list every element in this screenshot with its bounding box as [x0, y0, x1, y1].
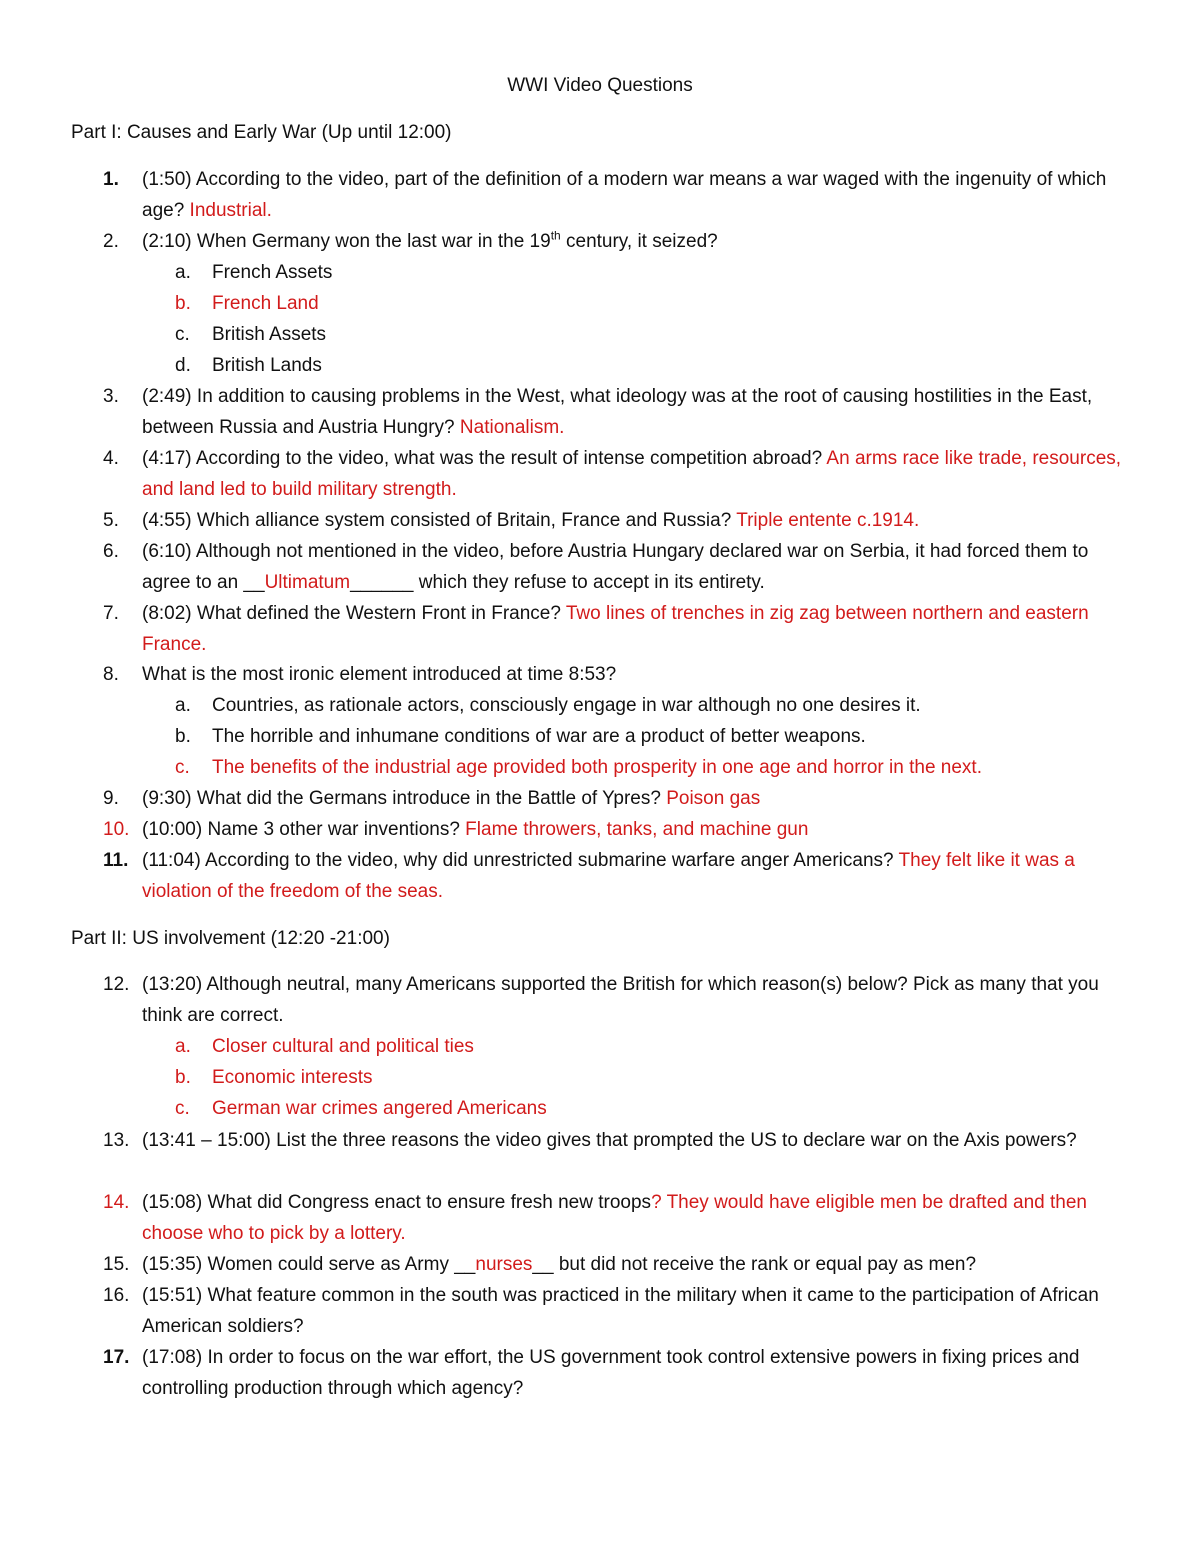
- option-letter: b.: [175, 1067, 191, 1088]
- option-text: The benefits of the industrial age provided both prosperity in one age and horror in the next.: [212, 757, 982, 778]
- question-number: 9.: [103, 788, 119, 809]
- question-number: 5.: [103, 510, 119, 531]
- question-number: 2.: [103, 231, 119, 252]
- answer-text: ? They would have eligible men be drafted and then choose who to pick by a lottery.: [142, 1192, 1087, 1244]
- question-text: What is the most ironic element introduced at time 8:53?: [142, 664, 617, 685]
- option-text: French Land: [212, 293, 319, 314]
- question-text: (11:04) According to the video, why did unrestricted submarine warfare anger Americans?: [142, 850, 899, 871]
- question-11: [103, 845, 1133, 907]
- question-number: 13.: [103, 1130, 130, 1151]
- question-text: (4:17) According to the video, what was the result of intense competition abroad?: [142, 448, 827, 469]
- question-number: 14.: [103, 1192, 130, 1213]
- question-7: [103, 598, 1133, 660]
- question-text: (10:00) Name 3 other war inventions?: [142, 819, 466, 840]
- blank-line: ______: [350, 572, 414, 593]
- part-1-heading: Part I: Causes and Early War (Up until 12:00): [71, 122, 452, 143]
- question-number: 3.: [103, 386, 119, 407]
- question-number: 17.: [103, 1347, 130, 1368]
- question-3: [103, 381, 1133, 443]
- question-12: [103, 969, 1133, 1031]
- answer-text: Two lines of trenches in zig zag between northern and eastern France.: [142, 603, 1089, 655]
- blank-line: __: [532, 1254, 554, 1275]
- option-item: [175, 319, 1135, 350]
- question-8: [103, 659, 1133, 690]
- answer-text: Industrial.: [189, 200, 272, 221]
- option-text: Economic interests: [212, 1067, 373, 1088]
- question-number: 12.: [103, 974, 130, 995]
- question-number: 6.: [103, 541, 119, 562]
- option-item: [175, 350, 1135, 381]
- question-5: [103, 505, 1133, 536]
- answer-text: An arms race like trade, resources, and land led to build military strength.: [142, 448, 1122, 500]
- option-item: [175, 690, 1135, 721]
- question-14: [103, 1187, 1133, 1249]
- question-text: (6:10) Although not mentioned in the video, before Austria Hungary declared war on Serbia, it had forced them to agree to an: [142, 541, 1089, 593]
- option-item: [175, 288, 1135, 319]
- question-text: (1:50) According to the video, part of the definition of a modern war means a war waged with the ingenuity of which age?: [142, 169, 1107, 221]
- question-text-end: which they refuse to accept in its entirety.: [413, 572, 765, 593]
- question-text: (2:49) In addition to causing problems in the West, what ideology was at the root of causing hostilities in the East, between Russia and Austria Hungry?: [142, 386, 1093, 438]
- question-number: 11.: [103, 850, 129, 871]
- question-1: [103, 164, 1133, 226]
- option-letter: d.: [175, 355, 191, 376]
- question-10: [103, 814, 1133, 845]
- question-text: (15:51) What feature common in the south was practiced in the military when it came to the participation of African American soldiers?: [142, 1285, 1099, 1337]
- question-15: [103, 1249, 1133, 1280]
- option-text: Countries, as rationale actors, consciously engage in war although no one desires it.: [212, 695, 921, 716]
- answer-text: Poison gas: [666, 788, 761, 809]
- question-text-end: but did not receive the rank or equal pay as men?: [553, 1254, 977, 1275]
- question-number: 8.: [103, 664, 119, 685]
- superscript: th: [550, 228, 561, 243]
- answer-text: Triple entente c.1914.: [736, 510, 920, 531]
- option-text: French Assets: [212, 262, 333, 283]
- question-6: [103, 536, 1133, 598]
- option-text: The horrible and inhumane conditions of war are a product of better weapons.: [212, 726, 866, 747]
- question-17: [103, 1342, 1133, 1404]
- question-text: (4:55) Which alliance system consisted of Britain, France and Russia?: [142, 510, 737, 531]
- answer-text: Flame throwers, tanks, and machine gun: [465, 819, 809, 840]
- option-item: [175, 1093, 1135, 1124]
- question-text: (13:41 – 15:00) List the three reasons the video gives that prompted the US to declare war on the Axis powers?: [142, 1130, 1077, 1151]
- question-9: [103, 783, 1133, 814]
- question-text: (17:08) In order to focus on the war effort, the US government took control extensive powers in fixing prices and controlling production through which agency?: [142, 1347, 1080, 1399]
- question-text: (9:30) What did the Germans introduce in the Battle of Ypres?: [142, 788, 667, 809]
- option-item: [175, 1062, 1135, 1093]
- option-letter: b.: [175, 726, 191, 747]
- question-text: (15:08) What did Congress enact to ensure fresh new troops: [142, 1192, 652, 1213]
- option-letter: b.: [175, 293, 191, 314]
- option-text: British Lands: [212, 355, 322, 376]
- question-4: [103, 443, 1133, 505]
- question-number: 16.: [103, 1285, 130, 1306]
- option-item: [175, 721, 1135, 752]
- question-number: 4.: [103, 448, 119, 469]
- question-text: (8:02) What defined the Western Front in France?: [142, 603, 566, 624]
- answer-text: Ultimatum: [264, 572, 351, 593]
- blank-line: __: [243, 572, 265, 593]
- option-item: [175, 752, 1135, 783]
- option-letter: c.: [175, 757, 190, 778]
- option-letter: a.: [175, 1036, 191, 1057]
- option-item: [175, 257, 1135, 288]
- question-16: [103, 1280, 1133, 1342]
- answer-text: Nationalism.: [459, 417, 565, 438]
- question-text: (2:10) When Germany won the last war in the 19: [142, 231, 551, 252]
- question-13: [103, 1125, 1133, 1156]
- answer-text: nurses: [475, 1254, 533, 1275]
- question-number: 7.: [103, 603, 119, 624]
- part-2-heading: Part II: US involvement (12:20 -21:00): [71, 928, 390, 949]
- option-letter: a.: [175, 262, 191, 283]
- question-text: (15:35) Women could serve as Army: [142, 1254, 455, 1275]
- option-text: Closer cultural and political ties: [212, 1036, 474, 1057]
- option-letter: c.: [175, 324, 190, 345]
- answer-text: They felt like it was a violation of the freedom of the seas.: [142, 850, 1075, 902]
- blank-line: __: [454, 1254, 476, 1275]
- document-title: WWI Video Questions: [507, 75, 693, 96]
- question-text: (13:20) Although neutral, many Americans supported the British for which reason(s) below? Pick as many that you think are correct.: [142, 974, 1099, 1026]
- question-number: 10.: [103, 819, 130, 840]
- question-number: 15.: [103, 1254, 130, 1275]
- option-text: British Assets: [212, 324, 327, 345]
- option-letter: a.: [175, 695, 191, 716]
- question-number: 1.: [103, 169, 119, 190]
- question-2: [103, 226, 1133, 257]
- option-letter: c.: [175, 1098, 190, 1119]
- option-text: German war crimes angered Americans: [212, 1098, 547, 1119]
- option-item: [175, 1031, 1135, 1062]
- question-text-end: century, it seized?: [560, 231, 718, 252]
